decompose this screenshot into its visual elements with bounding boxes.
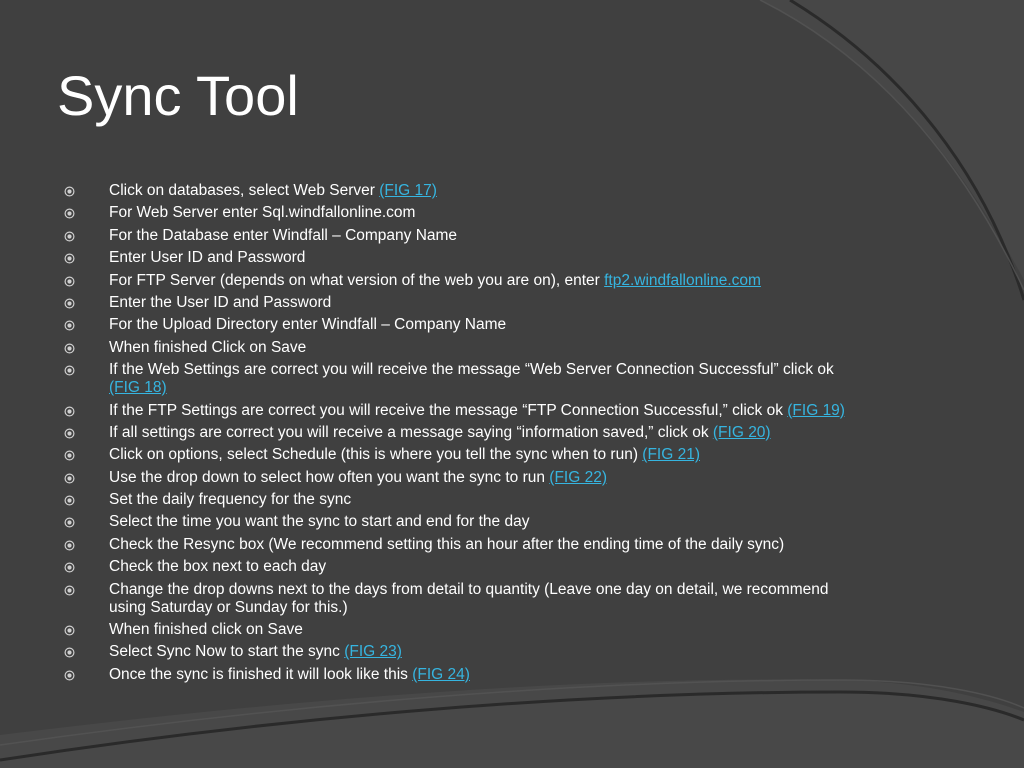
bullet-item bbox=[64, 513, 864, 531]
circle-dot-icon bbox=[64, 231, 75, 242]
bullet-text: Select the time you want the sync to start and end for the day bbox=[109, 513, 530, 531]
slide-title: Sync Tool bbox=[57, 64, 299, 127]
fig-link[interactable]: (FIG 17) bbox=[379, 182, 437, 199]
fig-link[interactable]: (FIG 23) bbox=[344, 643, 402, 661]
circle-dot-icon bbox=[64, 647, 75, 658]
bullet-item bbox=[64, 204, 864, 222]
bullet-text: Set the daily frequency for the sync bbox=[109, 491, 352, 509]
circle-dot-icon bbox=[64, 253, 75, 264]
bullet-text: Enter the User ID and Password bbox=[109, 293, 332, 311]
fig-link[interactable]: (FIG 19) bbox=[787, 401, 845, 419]
bullet-text: Click on options, select Schedule (this is where you tell the sync when to run) bbox=[109, 446, 643, 464]
circle-dot-icon bbox=[64, 517, 75, 528]
fig-link[interactable]: (FIG 18) bbox=[109, 379, 167, 397]
bullet-text: If all settings are correct you will receive a message saying “information saved,” click ok bbox=[109, 423, 713, 441]
bullet-text: If the Web Settings are correct you will receive the message “Web Server Connection Successful” click ok bbox=[109, 361, 834, 379]
bullet-text: If the FTP Settings are correct you will receive the message “FTP Connection Successful,” click ok bbox=[109, 401, 788, 419]
bullet-item bbox=[64, 666, 864, 684]
bullet-text: For the Database enter Windfall – Company Name bbox=[109, 226, 458, 244]
bullet-list bbox=[64, 182, 864, 688]
circle-dot-icon bbox=[64, 428, 75, 439]
fig-link[interactable]: (FIG 24) bbox=[412, 665, 470, 683]
bullet-text: Check the box next to each day bbox=[109, 558, 327, 576]
circle-dot-icon bbox=[64, 406, 75, 417]
bullet-item bbox=[64, 558, 864, 576]
circle-dot-icon bbox=[64, 540, 75, 551]
bullet-item bbox=[64, 621, 864, 639]
bullet-text: Use the drop down to select how often you want the sync to run bbox=[109, 468, 550, 486]
bullet-item bbox=[64, 272, 864, 290]
bullet-item bbox=[64, 581, 864, 617]
bullet-item bbox=[64, 469, 864, 487]
bullet-item bbox=[64, 227, 864, 245]
bullet-text: For the Upload Directory enter Windfall – Company Name bbox=[109, 316, 507, 334]
circle-dot-icon bbox=[64, 208, 75, 219]
bullet-text: When finished Click on Save bbox=[109, 338, 307, 356]
bullet-text: Once the sync is finished it will look like this bbox=[109, 665, 413, 683]
circle-dot-icon bbox=[64, 298, 75, 309]
fig-link[interactable]: (FIG 22) bbox=[549, 468, 607, 486]
circle-dot-icon bbox=[64, 186, 75, 197]
circle-dot-icon bbox=[64, 562, 75, 573]
circle-dot-icon bbox=[64, 320, 75, 331]
bullet-item bbox=[64, 536, 864, 554]
fig-link[interactable]: ftp2.windfallonline.com bbox=[604, 271, 761, 289]
circle-dot-icon bbox=[64, 625, 75, 636]
bullet-text: Enter User ID and Password bbox=[109, 249, 306, 267]
bullet-item bbox=[64, 491, 864, 509]
bullet-item bbox=[64, 424, 864, 442]
bullet-item bbox=[64, 316, 864, 334]
bullet-item bbox=[64, 339, 864, 357]
bullet-item bbox=[64, 361, 864, 397]
circle-dot-icon bbox=[64, 365, 75, 376]
fig-link[interactable]: (FIG 21) bbox=[642, 446, 700, 464]
circle-dot-icon bbox=[64, 585, 75, 596]
bullet-item bbox=[64, 294, 864, 312]
fig-link[interactable]: (FIG 20) bbox=[712, 423, 771, 441]
bullet-text: Click on databases, select Web Server bbox=[109, 182, 380, 199]
circle-dot-icon bbox=[64, 473, 75, 484]
circle-dot-icon bbox=[64, 343, 75, 354]
bullet-text: When finished click on Save bbox=[109, 621, 303, 639]
circle-dot-icon bbox=[64, 670, 75, 681]
bullet-text: Select Sync Now to start the sync bbox=[109, 643, 345, 661]
bullet-item bbox=[64, 402, 864, 420]
bullet-text: For Web Server enter Sql.windfallonline.com bbox=[109, 204, 416, 222]
bullet-item bbox=[64, 446, 864, 464]
circle-dot-icon bbox=[64, 495, 75, 506]
bullet-text: Change the drop downs next to the days from detail to quantity (Leave one day on detail, we recommend using Saturday or Sunday for this.) bbox=[109, 580, 829, 616]
bullet-item bbox=[64, 643, 864, 661]
bullet-text: For FTP Server (depends on what version of the web you are on), enter bbox=[109, 271, 605, 289]
bullet-item bbox=[64, 182, 864, 200]
circle-dot-icon bbox=[64, 450, 75, 461]
circle-dot-icon bbox=[64, 276, 75, 287]
bullet-text: Check the Resync box (We recommend setting this an hour after the ending time of the daily sync) bbox=[109, 535, 785, 553]
bullet-item bbox=[64, 249, 864, 267]
